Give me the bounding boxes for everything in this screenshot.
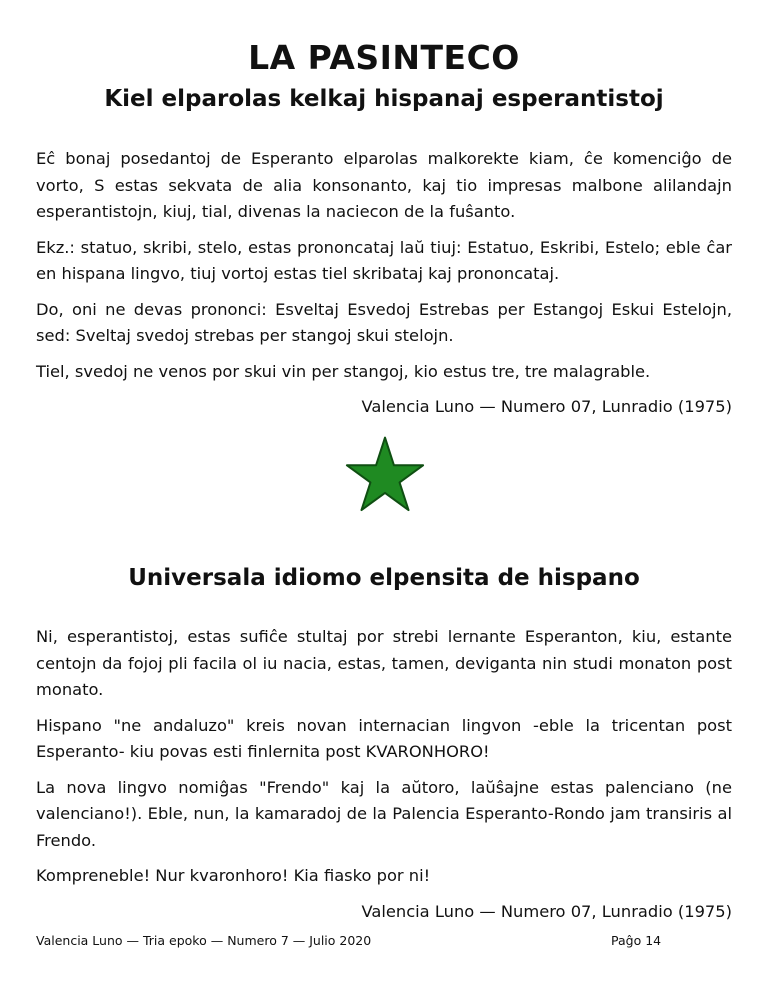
article-2-heading: Universala idiomo elpensita de hispano xyxy=(128,565,640,591)
article-1-paragraph: Tiel, svedoj ne venos por skui vin per stangoj, kio estus tre, tre malagrable. xyxy=(36,361,651,381)
article-2-paragraph: Ni, esperantistoj, estas sufiĉe stultaj por strebi lernante Esperanton, kiu, estante centojn da fojoj pli facila ol iu nacia, estas, tamen, deviganta nin studi monaton post monato. xyxy=(36,627,732,699)
article-1-paragraph: Do, oni ne devas prononci: Esveltaj Esvedoj Estrebas per Estangoj Eskui Estelojn, sed: Sveltaj svedoj strebas per stangoj skui stelojn. xyxy=(36,299,732,345)
article-2-source: Valencia Luno — Numero 07, Lunradio (1975) xyxy=(361,901,732,921)
article-1-paragraph: Ekz.: statuo, skribi, stelo, estas prononcataj laŭ tiuj: Estatuo, Eskribi, Estelo; eble ĉar en hispana lingvo, tiuj vortoj estas tiel skribataj kaj prononcataj. xyxy=(36,237,732,283)
article-2-paragraph: La nova lingvo nomiĝas "Frendo" kaj la aŭtoro, laŭŝajne estas palenciano (ne valenciano!). Eble, nun, la kamaradoj de la Palencia Esperanto-Rondo jam transiris al Frendo. xyxy=(36,777,732,850)
footer-page-number: Paĝo 14 xyxy=(611,933,662,948)
footer-publication-info: Valencia Luno — Tria epoko — Numero 7 — Julio 2020 xyxy=(36,933,372,948)
page-title: LA PASINTECO xyxy=(248,38,520,77)
article-2-body xyxy=(36,624,732,925)
green-star-icon xyxy=(345,436,425,516)
article-2-paragraph: Hispano "ne andaluzo" kreis novan internacian lingvon -eble la tricentan post Esperanto- kiu povas esti finlernita post KVARONHORO! xyxy=(36,715,732,761)
article-1-body xyxy=(36,146,732,420)
article-1-paragraph: Eĉ bonaj posedantoj de Esperanto elparolas malkorekte kiam, ĉe komenciĝo de vorto, S estas sekvata de alia konsonanto, kaj tio impresas malbone alilandajn esperantistojn, kiuj, tial, divenas la naciecon de la fuŝanto. xyxy=(36,149,732,221)
article-1-heading: Kiel elparolas kelkaj hispanaj esperantistoj xyxy=(104,86,664,112)
article-1-source: Valencia Luno — Numero 07, Lunradio (1975) xyxy=(361,397,732,416)
article-2-paragraph: Kompreneble! Nur kvaronhoro! Kia fiasko por ni! xyxy=(36,866,431,885)
